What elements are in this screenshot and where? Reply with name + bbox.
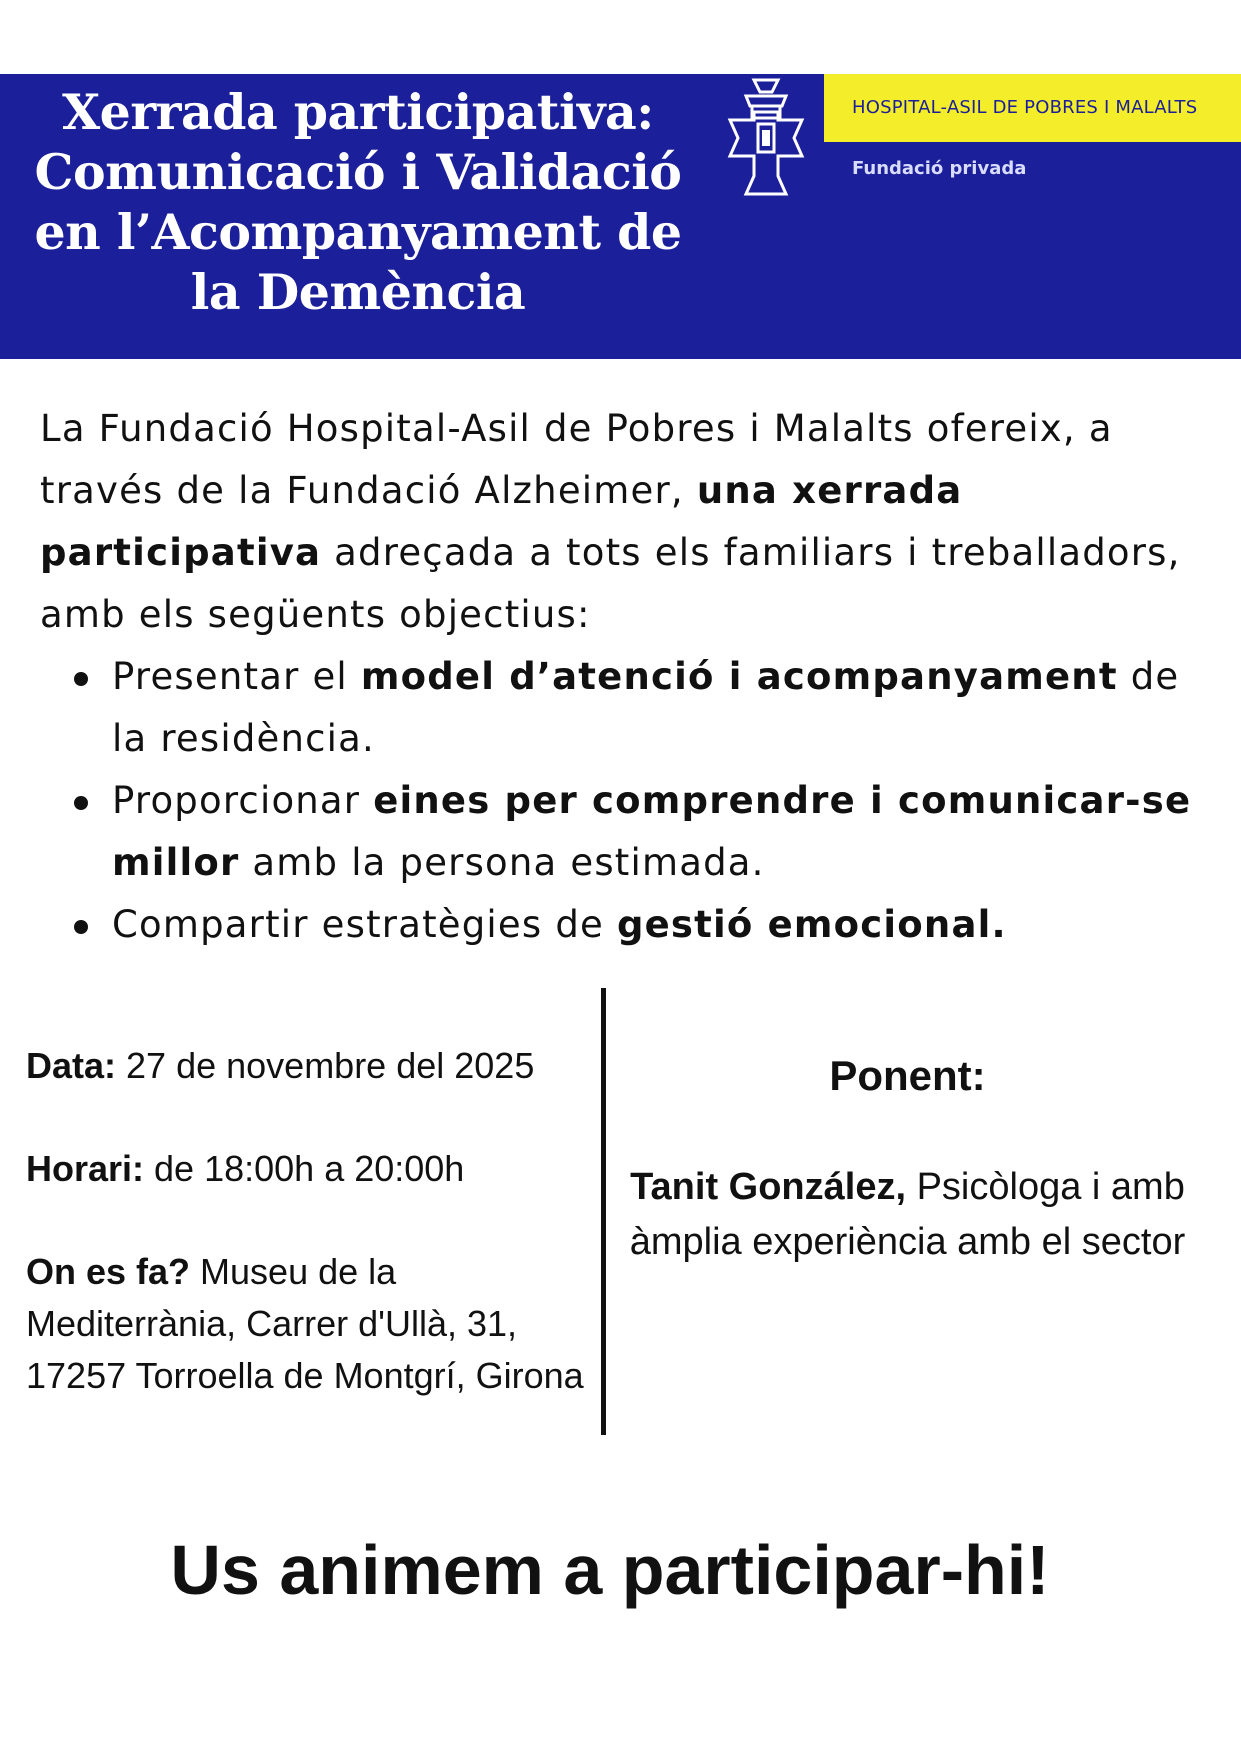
speaker-name: Tanit González, — [630, 1166, 907, 1208]
location-label: On es fa? — [26, 1251, 191, 1292]
organization-subtitle: Fundació privada — [852, 158, 1027, 179]
speaker-description: Psicòloga i amb àmplia experiència amb el sector — [629, 1166, 1186, 1263]
objective-highlight: gestió emocional. — [616, 903, 1007, 946]
speaker-heading: Ponent: — [829, 1052, 986, 1099]
cross-emblem-logo — [724, 76, 808, 201]
title-line: en l’Acompanyament de — [34, 203, 682, 261]
event-location — [26, 1246, 586, 1402]
location-value: Museu de la Mediterrània, Carrer d'Ullà, 31, 17257 Torroella de Montgrí, Girona — [26, 1251, 584, 1396]
event-title — [0, 82, 716, 322]
intro-text: La Fundació Hospital-Asil de Pobres i Malalts ofereix, a través de la Fundació Alzheimer, — [40, 407, 1113, 512]
speaker-info — [620, 1160, 1195, 1270]
column-divider — [601, 988, 606, 1435]
title-line: Comunicació i Validació — [34, 143, 682, 201]
intro-highlight: una xerrada participativa — [40, 469, 963, 574]
objective-text: amb la persona estimada. — [239, 841, 765, 884]
event-time — [26, 1143, 606, 1195]
objective-highlight: eines per comprendre i comunicar-se millor — [112, 779, 1192, 884]
objective-text: Presentar el — [112, 655, 361, 698]
title-line: Xerrada participativa: — [62, 83, 654, 141]
time-value: de 18:00h a 20:00h — [144, 1148, 465, 1189]
objective-text: Proporcionar — [112, 779, 374, 822]
date-value: 27 de novembre del 2025 — [116, 1045, 535, 1086]
objective-item — [72, 894, 1222, 956]
objective-item — [72, 646, 1222, 770]
objective-item — [72, 770, 1222, 894]
intro-paragraph — [40, 398, 1230, 646]
closing-message: Us animem a participar-hi! — [170, 1531, 1050, 1609]
objective-text: Compartir estratègies de — [112, 903, 617, 946]
objective-text: de la residència. — [112, 655, 1180, 760]
time-label: Horari: — [26, 1148, 145, 1189]
event-date — [26, 1040, 606, 1092]
title-line: la Demència — [190, 263, 526, 321]
organization-name: HOSPITAL-ASIL DE POBRES I MALALTS — [824, 74, 1241, 142]
objective-highlight: model d’atenció i acompanyament — [360, 655, 1118, 698]
date-label: Data: — [26, 1045, 117, 1086]
objectives-list — [72, 646, 1222, 956]
intro-text: adreçada a tots els familiars i treballadors, amb els següents objectius: — [40, 531, 1181, 636]
